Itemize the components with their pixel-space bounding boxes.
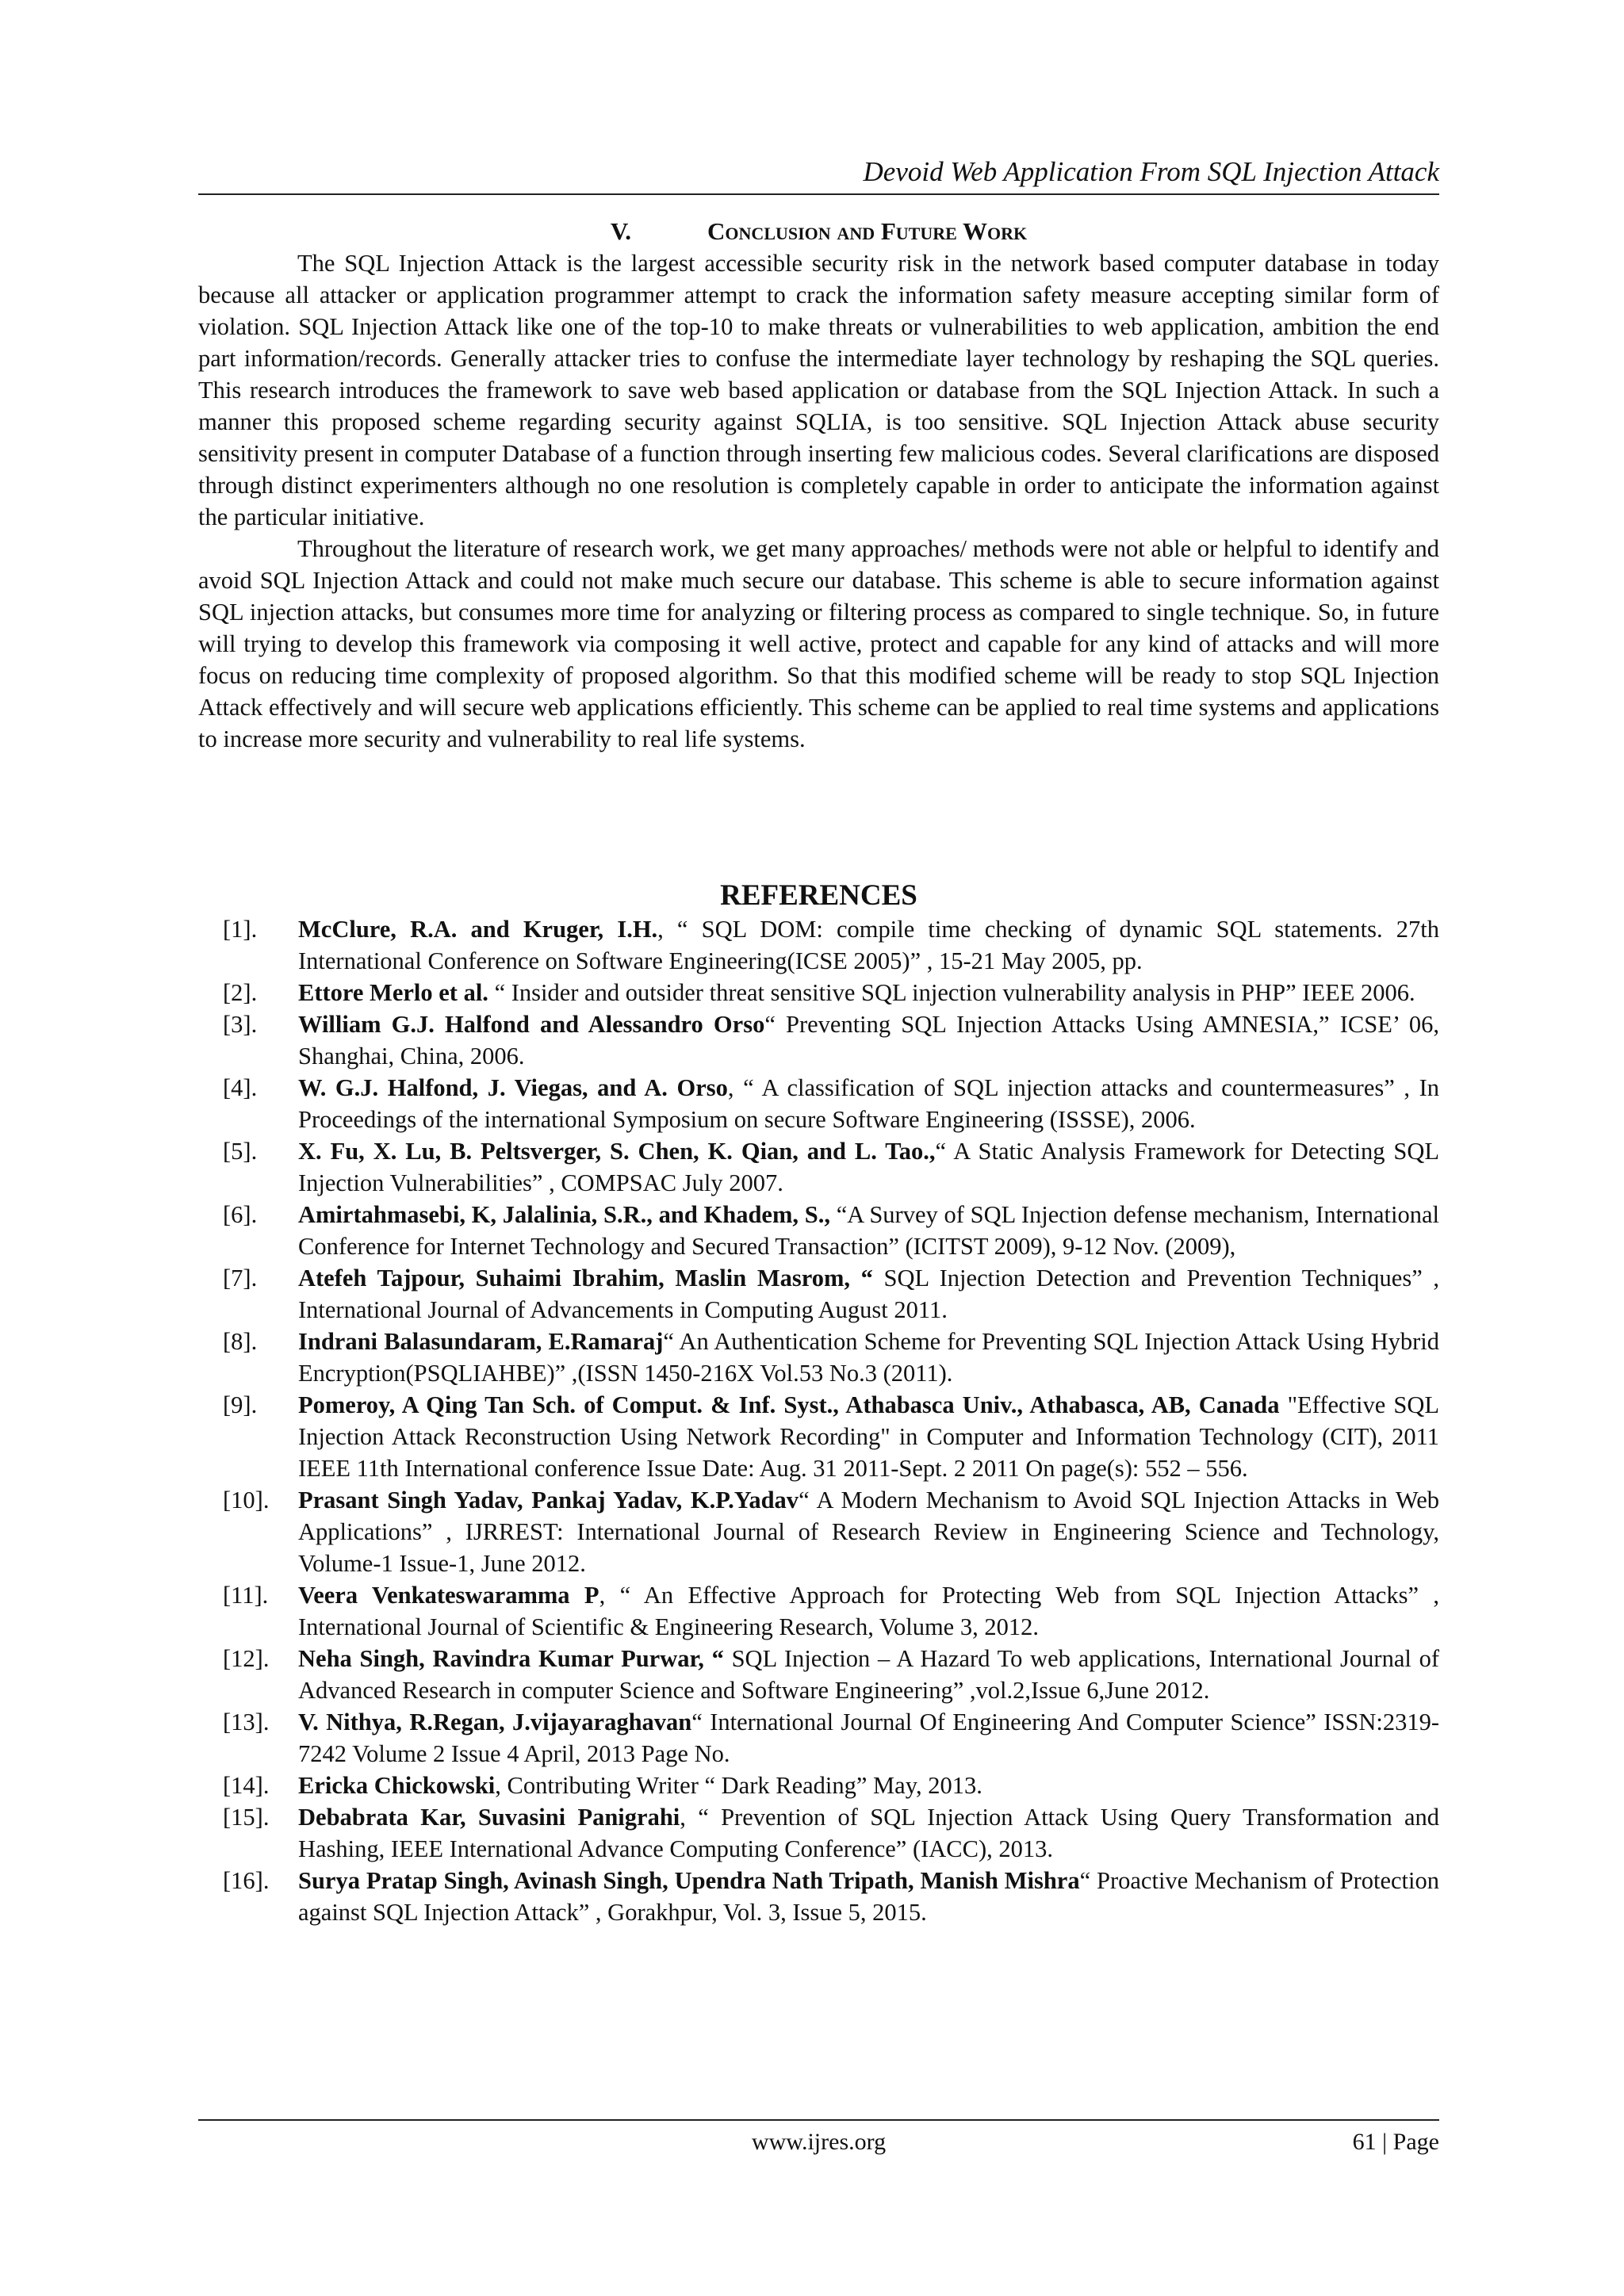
reference-number: [2]. xyxy=(223,979,258,1006)
reference-text: “ Proactive Mechanism of Protection against SQL Injection Attack” , Gorakhpur, Vol. 3, Issue 5, 2015. xyxy=(298,1867,1440,1926)
references-list xyxy=(198,913,1439,1928)
reference-item xyxy=(198,1643,1439,1706)
reference-item xyxy=(198,1801,1439,1865)
reference-item xyxy=(198,1008,1439,1072)
reference-authors: Debabrata Kar, Suvasini Panigrahi xyxy=(298,1804,680,1831)
reference-item xyxy=(198,1770,1439,1801)
reference-text: , “ Prevention of SQL Injection Attack Using Query Transformation and Hashing, IEEE International Advance Computing Conference” (IACC), 2013. xyxy=(298,1804,1440,1862)
reference-text: “ Preventing SQL Injection Attacks Using AMNESIA,” ICSE’ 06, Shanghai, China, 2006. xyxy=(298,1011,1439,1070)
reference-number: [5]. xyxy=(223,1138,258,1165)
reference-authors: Amirtahmasebi, K, Jalalinia, S.R., and Khadem, S., xyxy=(298,1201,830,1228)
section-title: Conclusion and Future Work xyxy=(707,217,1028,245)
reference-number: [11]. xyxy=(223,1582,269,1609)
reference-number: [8]. xyxy=(223,1328,258,1355)
reference-number: [4]. xyxy=(223,1074,258,1101)
reference-item xyxy=(198,913,1439,977)
reference-item xyxy=(198,1072,1439,1135)
reference-item xyxy=(198,1579,1439,1643)
reference-text: “A Survey of SQL Injection defense mechanism, International Conference for Internet Technology and Secured Transaction” (ICITST 2009), 9-12 Nov. (2009), xyxy=(298,1201,1439,1260)
reference-text: , “ SQL DOM: compile time checking of dynamic SQL statements. 27th International Conference on Software Engineering(ICSE 2005)” , 15-21 May 2005, pp. xyxy=(298,916,1439,974)
reference-authors: Prasant Singh Yadav, Pankaj Yadav, K.P.Yadav xyxy=(298,1487,799,1513)
running-header: Devoid Web Application From SQL Injection Attack xyxy=(863,156,1439,187)
reference-item xyxy=(198,1326,1439,1389)
reference-authors: Pomeroy, A Qing Tan Sch. of Comput. & Inf. Syst., Athabasca Univ., Athabasca, AB, Canada xyxy=(298,1391,1280,1418)
reference-authors: Ericka Chickowski xyxy=(298,1772,496,1799)
reference-authors: V. Nithya, R.Regan, J.vijayaraghavan xyxy=(298,1709,692,1735)
reference-authors: X. Fu, X. Lu, B. Peltsverger, S. Chen, K. Qian, and L. Tao., xyxy=(298,1138,936,1165)
reference-text: SQL Injection – A Hazard To web applications, International Journal of Advanced Research in computer Science and Software Engineering” ,vol.2,Issue 6,June 2012. xyxy=(298,1645,1439,1704)
reference-number: [1]. xyxy=(223,916,258,943)
references-title: REFERENCES xyxy=(720,879,917,912)
reference-number: [12]. xyxy=(223,1645,270,1672)
reference-text: SQL Injection Detection and Prevention Techniques” , International Journal of Advancements in Computing August 2011. xyxy=(298,1265,1439,1323)
reference-text: “ An Authentication Scheme for Preventing SQL Injection Attack Using Hybrid Encryption(PSQLIAHBE)” ,(ISSN 1450-216X Vol.53 No.3 (2011). xyxy=(298,1328,1439,1387)
reference-number: [13]. xyxy=(223,1709,270,1735)
reference-authors: Indrani Balasundaram, E.Ramaraj xyxy=(298,1328,664,1355)
paragraph-2: Throughout the literature of research work, we get many approaches/ methods were not able or helpful to identify and avoid SQL Injection Attack and could not make much secure our database. This scheme is able to secure information against SQL injection attacks, but consumes more time for analyzing or filtering process as compared to single technique. So, in future will trying to develop this framework via composing it well active, protect and capable for any kind of attacks and will more focus on reducing time complexity of proposed algorithm. So that this modified scheme will be ready to stop SQL Injection Attack effectively and will secure web applications efficiently. This scheme can be applied to real time systems and applications to increase more security and vulnerability to real life systems. xyxy=(198,535,1439,752)
reference-text: , Contributing Writer “ Dark Reading” May, 2013. xyxy=(495,1772,982,1799)
reference-number: [14]. xyxy=(223,1772,270,1799)
paragraph-1: The SQL Injection Attack is the largest accessible security risk in the network based computer database in today because all attacker or application programmer attempt to crack the information safety measure accepting similar form of violation. SQL Injection Attack like one of the top-10 to make threats or vulnerabilities to web application, ambition the end part information/records. Generally attacker tries to confuse the intermediate layer technology by reshaping the SQL queries. This research introduces the framework to save web based application or database from the SQL Injection Attack. In such a manner this proposed scheme regarding security against SQLIA, is too sensitive. SQL Injection Attack abuse security sensitivity present in computer Database of a function through inserting few malicious codes. Several clarifications are disposed through distinct experimenters although no one resolution is completely capable in order to anticipate the information against the particular initiative. xyxy=(198,250,1439,530)
reference-item xyxy=(198,1706,1439,1770)
footer-page-number: 61 | Page xyxy=(1352,2129,1439,2155)
reference-number: [6]. xyxy=(223,1201,258,1228)
section-body xyxy=(198,247,1439,755)
footer-website[interactable]: www.ijres.org xyxy=(751,2129,887,2155)
reference-authors: Surya Pratap Singh, Avinash Singh, Upendra Nath Tripath, Manish Mishra xyxy=(298,1867,1080,1894)
reference-item xyxy=(198,977,1439,1008)
reference-authors: Atefeh Tajpour, Suhaimi Ibrahim, Maslin Masrom, “ xyxy=(298,1265,873,1292)
reference-authors: Ettore Merlo et al. xyxy=(298,979,488,1006)
reference-authors: William G.J. Halfond and Alessandro Orso xyxy=(298,1011,765,1038)
reference-text: “ A Modern Mechanism to Avoid SQL Injection Attacks in Web Applications” , IJRREST: International Journal of Research Review in Engineering Science and Technology, Volume-1 Issue-1, June 2012. xyxy=(298,1487,1439,1577)
reference-number: [10]. xyxy=(223,1487,270,1513)
reference-number: [15]. xyxy=(223,1804,270,1831)
reference-number: [7]. xyxy=(223,1265,258,1292)
reference-authors: McClure, R.A. and Kruger, I.H. xyxy=(298,916,658,943)
footer-rule xyxy=(198,2119,1439,2121)
reference-text: , “ A classification of SQL injection attacks and countermeasures” , In Proceedings of the international Symposium on secure Software Engineering (ISSSE), 2006. xyxy=(298,1074,1439,1133)
reference-text: , “ An Effective Approach for Protecting Web from SQL Injection Attacks” , International Journal of Scientific & Engineering Research, Volume 3, 2012. xyxy=(298,1582,1439,1640)
header-rule xyxy=(198,193,1439,195)
reference-item xyxy=(198,1484,1439,1579)
reference-authors: Veera Venkateswaramma P xyxy=(298,1582,599,1609)
section-heading xyxy=(198,216,1439,247)
reference-number: [16]. xyxy=(223,1867,270,1894)
paper-page xyxy=(198,0,1439,2296)
reference-text: “ A Static Analysis Framework for Detecting SQL Injection Vulnerabilities” , COMPSAC July 2007. xyxy=(298,1138,1439,1196)
reference-number: [9]. xyxy=(223,1391,258,1418)
reference-item xyxy=(198,1262,1439,1326)
reference-number: [3]. xyxy=(223,1011,258,1038)
reference-item xyxy=(198,1199,1439,1262)
section-number: V. xyxy=(610,217,632,245)
reference-text: “ Insider and outsider threat sensitive SQL injection vulnerability analysis in PHP” IEEE 2006. xyxy=(488,979,1415,1006)
reference-authors: W. G.J. Halfond, J. Viegas, and A. Orso xyxy=(298,1074,728,1101)
reference-text: "Effective SQL Injection Attack Reconstruction Using Network Recording" in Computer and Information Technology (CIT), 2011 IEEE 11th International conference Issue Date: Aug. 31 2011-Sept. 2 2011 On page(s): 552 – 556. xyxy=(298,1391,1439,1482)
reference-item xyxy=(198,1865,1439,1928)
reference-text: “ International Journal Of Engineering And Computer Science” ISSN:2319-7242 Volume 2 Issue 4 April, 2013 Page No. xyxy=(298,1709,1439,1767)
reference-item xyxy=(198,1135,1439,1199)
reference-item xyxy=(198,1389,1439,1484)
reference-authors: Neha Singh, Ravindra Kumar Purwar, “ xyxy=(298,1645,724,1672)
